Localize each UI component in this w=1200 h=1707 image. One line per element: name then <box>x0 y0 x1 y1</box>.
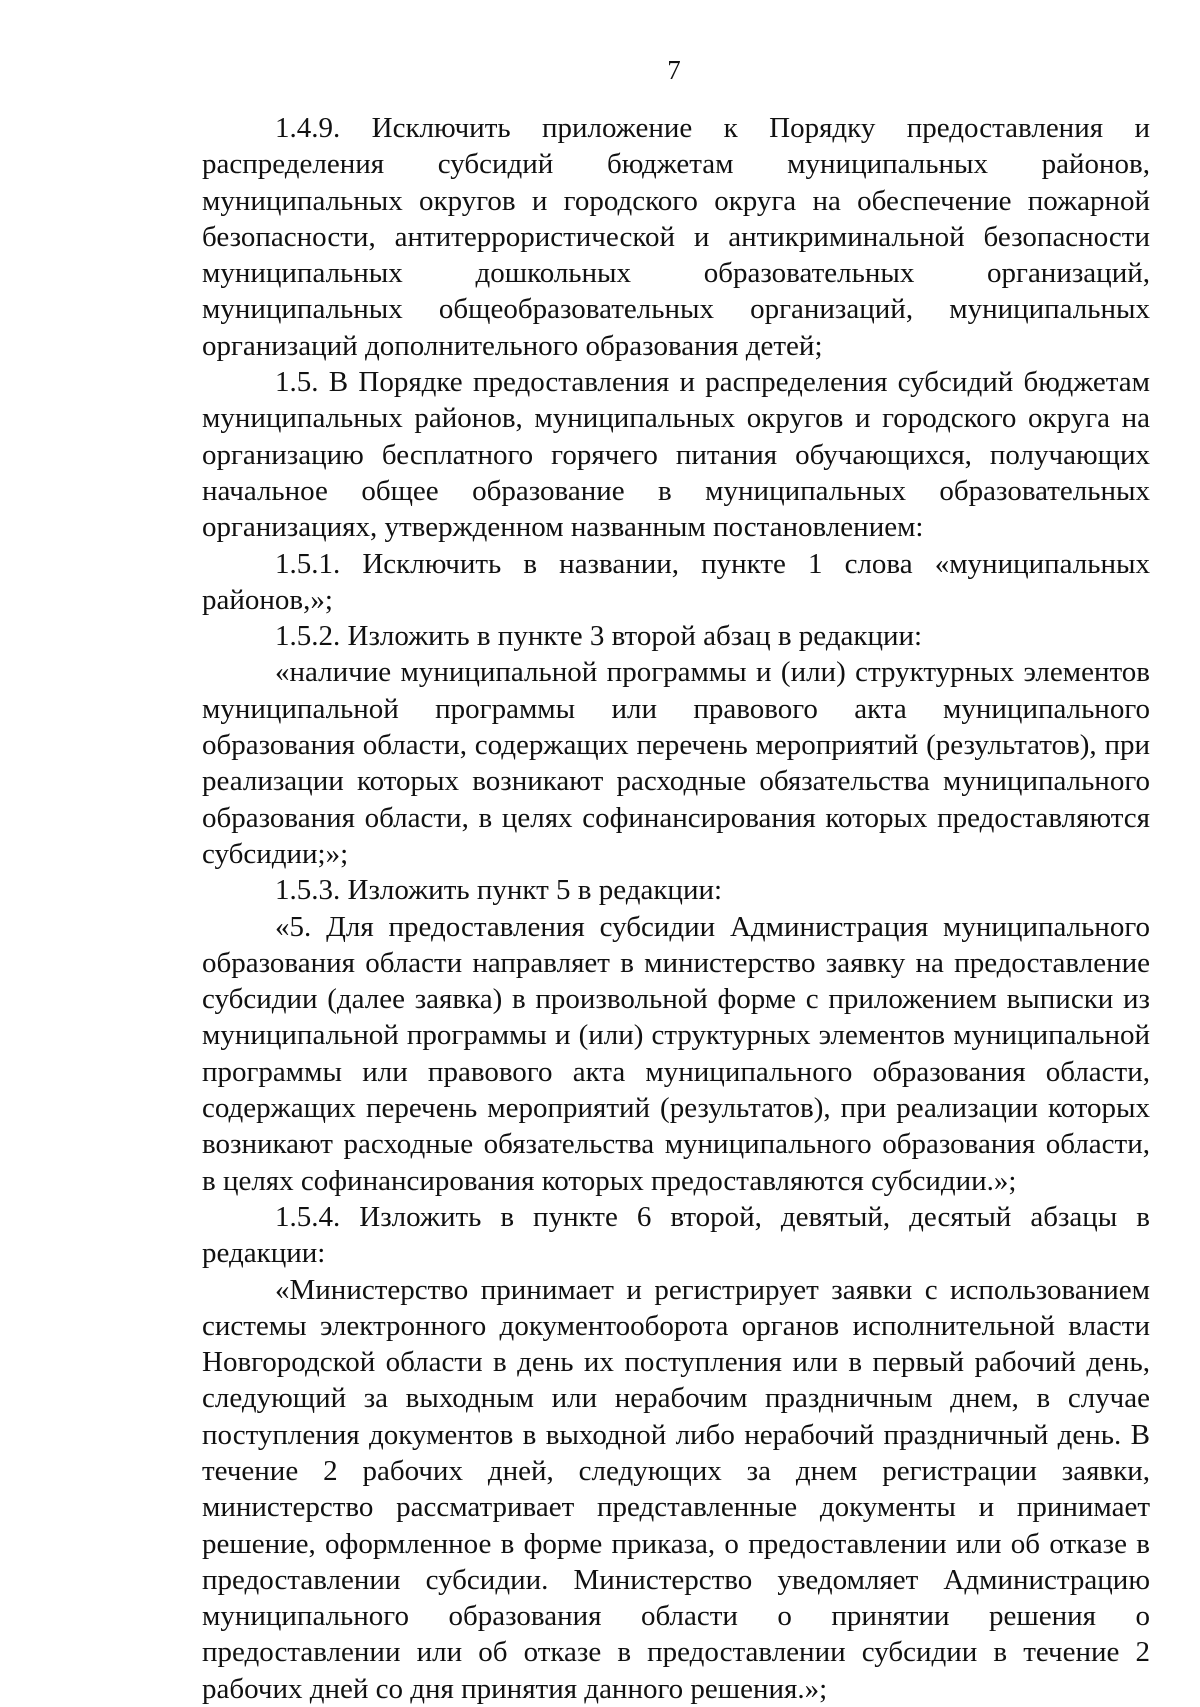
quoted-paragraph-item-3: «наличие муниципальной программы и (или) структурных элементов муниципальной программы или правового акта муниципального образования области, содержащих перечень мероприятий (результатов), при реализации которых возникают расходные обязательства муниципального образования области, в целях софинансирования которых предоставляются субсидии;»; <box>202 654 1150 872</box>
paragraph-1-4-9: 1.4.9. Исключить приложение к Порядку предоставления и распределения субсидий бюджетам муниципальных районов, муниципальных округов и городского округа на обеспечение пожарной безопасности, антитеррористической и антикриминальной безопасности муниципальных дошкольных образовательных организаций, муниципальных общеобразовательных организаций, муниципальных организаций дополнительного образования детей; <box>202 110 1150 364</box>
paragraph-1-5-1: 1.5.1. Исключить в названии, пункте 1 слова «муниципальных районов,»; <box>202 546 1150 619</box>
quoted-paragraph-item-5: «5. Для предоставления субсидии Администрация муниципального образования области направляет в министерство заявку на предоставление субсидии (далее заявка) в произвольной форме с приложением выписки из муниципальной программы и (или) структурных элементов муниципальной программы или правового акта муниципального образования области, содержащих перечень мероприятий (результатов), при реализации которых возникают расходные обязательства муниципального образования области, в целях софинансирования которых предоставляются субсидии.»; <box>202 909 1150 1199</box>
paragraph-1-5-2: 1.5.2. Изложить в пункте 3 второй абзац в редакции: <box>202 618 1150 654</box>
quoted-paragraph-item-6: «Министерство принимает и регистрирует заявки с использованием системы электронного документооборота органов исполнительной власти Новгородской области в день их поступления или в первый рабочий день, следующий за выходным или нерабочим праздничным днем, в случае поступления документов в выходной либо нерабочий праздничный день. В течение 2 рабочих дней, следующих за днем регистрации заявки, министерство рассматривает представленные документы и принимает решение, оформленное в форме приказа, о предоставлении или об отказе в предоставлении субсидии. Министерство уведомляет Администрацию муниципального образования области о принятии решения о предоставлении или об отказе в предоставлении субсидии в течение 2 рабочих дней со дня принятия данного решения.»; <box>202 1272 1150 1707</box>
paragraph-1-5-3: 1.5.3. Изложить пункт 5 в редакции: <box>202 872 1150 908</box>
page-number: 7 <box>0 54 1200 86</box>
paragraph-1-5-4: 1.5.4. Изложить в пункте 6 второй, девятый, десятый абзацы в редакции: <box>202 1199 1150 1272</box>
document-body <box>202 110 1150 1707</box>
paragraph-1-5: 1.5. В Порядке предоставления и распределения субсидий бюджетам муниципальных районов, муниципальных округов и городского округа на организацию бесплатного горячего питания обучающихся, получающих начальное общее образование в муниципальных образовательных организациях, утвержденном названным постановлением: <box>202 364 1150 545</box>
